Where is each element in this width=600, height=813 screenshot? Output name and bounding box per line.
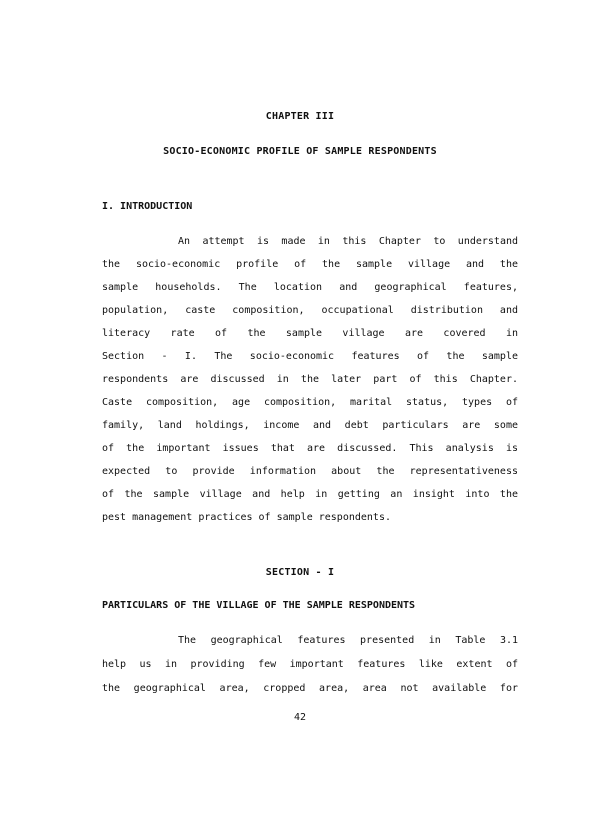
paragraph-line: An attempt is made in this Chapter to understand bbox=[178, 236, 518, 247]
paragraph-line: help us in providing few important features like extent of bbox=[102, 659, 518, 670]
introduction-heading: I. INTRODUCTION bbox=[102, 201, 193, 212]
paragraph-line: population, caste composition, occupational distribution and bbox=[102, 305, 518, 316]
paragraph-line: literacy rate of the sample village are covered in bbox=[102, 328, 518, 339]
paragraph-line: the socio-economic profile of the sample village and the bbox=[102, 259, 518, 270]
chapter-label: CHAPTER III bbox=[265, 111, 335, 122]
paragraph-line: Caste composition, age composition, marital status, types of bbox=[102, 397, 518, 408]
paragraph-line: Section - I. The socio-economic features of the sample bbox=[102, 351, 518, 362]
paragraph-line: family, land holdings, income and debt particulars are some bbox=[102, 420, 518, 431]
section-heading: PARTICULARS OF THE VILLAGE OF THE SAMPLE RESPONDENTS bbox=[102, 600, 416, 611]
paragraph-line: respondents are discussed in the later part of this Chapter. bbox=[102, 374, 518, 385]
paragraph-line: The geographical features presented in Table 3.1 bbox=[178, 635, 518, 646]
paragraph-line: of the important issues that are discussed. This analysis is bbox=[102, 443, 518, 454]
section-title: SECTION - I bbox=[265, 567, 335, 578]
paragraph-line: the geographical area, cropped area, area not available for bbox=[102, 683, 518, 694]
paragraph-line: pest management practices of sample respondents. bbox=[102, 512, 391, 523]
paragraph-line: sample households. The location and geographical features, bbox=[102, 282, 518, 293]
page-number: 42 bbox=[293, 712, 307, 723]
paragraph-line: expected to provide information about the representativeness bbox=[102, 466, 518, 477]
chapter-title: SOCIO-ECONOMIC PROFILE OF SAMPLE RESPONDENTS bbox=[163, 146, 437, 157]
paragraph-line: of the sample village and help in getting an insight into the bbox=[102, 489, 518, 500]
